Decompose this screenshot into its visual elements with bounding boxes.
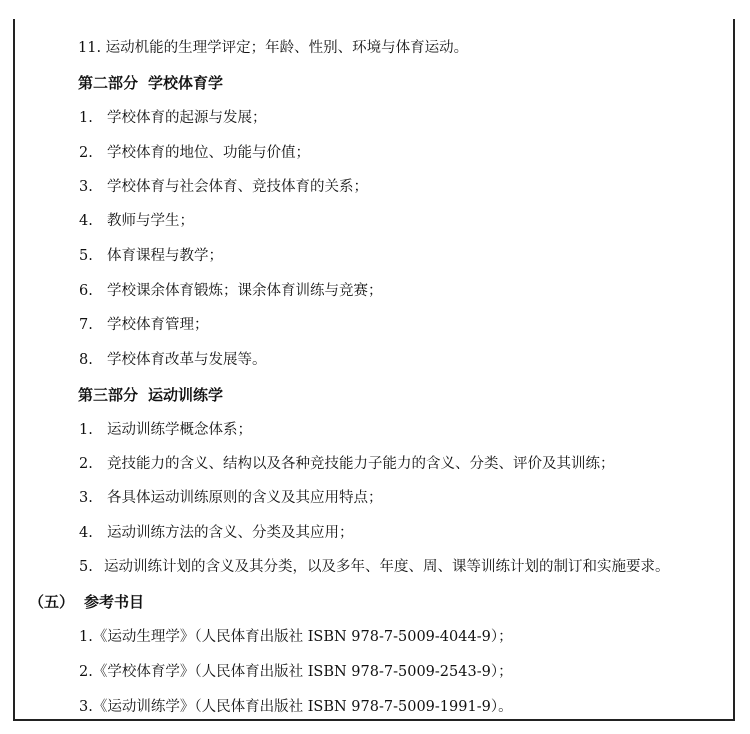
document-frame bbox=[13, 19, 735, 721]
list-item bbox=[78, 38, 468, 58]
list-item: 2. 竞技能力的含义、结构以及各种竞技能力子能力的含义、分类、评价及其训练； bbox=[79, 456, 615, 472]
list-item: 3. 学校体育与社会体育、竞技体育的关系； bbox=[79, 179, 368, 195]
reference-item: 3.《运动训练学》（人民体育出版社 ISBN 978-7-5009-1991-9）。 bbox=[79, 699, 513, 715]
references-heading: （五） 参考书目 bbox=[29, 593, 145, 611]
part2-heading: 第二部分 学校体育学 bbox=[78, 74, 224, 92]
list-item: 5. 体育课程与教学； bbox=[79, 248, 223, 264]
list-item: 6. 学校课余体育锻炼；课余体育训练与竞赛； bbox=[79, 283, 383, 299]
item-number: 11. bbox=[78, 40, 102, 56]
list-item: 3. 各具体运动训练原则的含义及其应用特点； bbox=[79, 490, 383, 506]
list-item: 8. 学校体育改革与发展等。 bbox=[79, 352, 267, 368]
list-item: 1. 学校体育的起源与发展； bbox=[79, 110, 267, 126]
list-item: 2. 学校体育的地位、功能与价值； bbox=[79, 145, 310, 161]
list-item: 4. 教师与学生； bbox=[79, 213, 194, 229]
list-item: 5. 运动训练计划的含义及其分类，以及多年、年度、周、课等训练计划的制订和实施要求。 bbox=[79, 559, 670, 575]
part3-heading: 第三部分 运动训练学 bbox=[78, 386, 224, 404]
reference-item: 1.《运动生理学》（人民体育出版社 ISBN 978-7-5009-4044-9）； bbox=[79, 629, 513, 645]
list-item: 1. 运动训练学概念体系； bbox=[79, 422, 252, 438]
reference-item: 2.《学校体育学》（人民体育出版社 ISBN 978-7-5009-2543-9）； bbox=[79, 664, 513, 680]
list-item: 4. 运动训练方法的含义、分类及其应用； bbox=[79, 525, 354, 541]
list-item: 7. 学校体育管理； bbox=[79, 317, 209, 333]
item-text: 运动机能的生理学评定；年龄、性别、环境与体育运动。 bbox=[105, 40, 469, 56]
